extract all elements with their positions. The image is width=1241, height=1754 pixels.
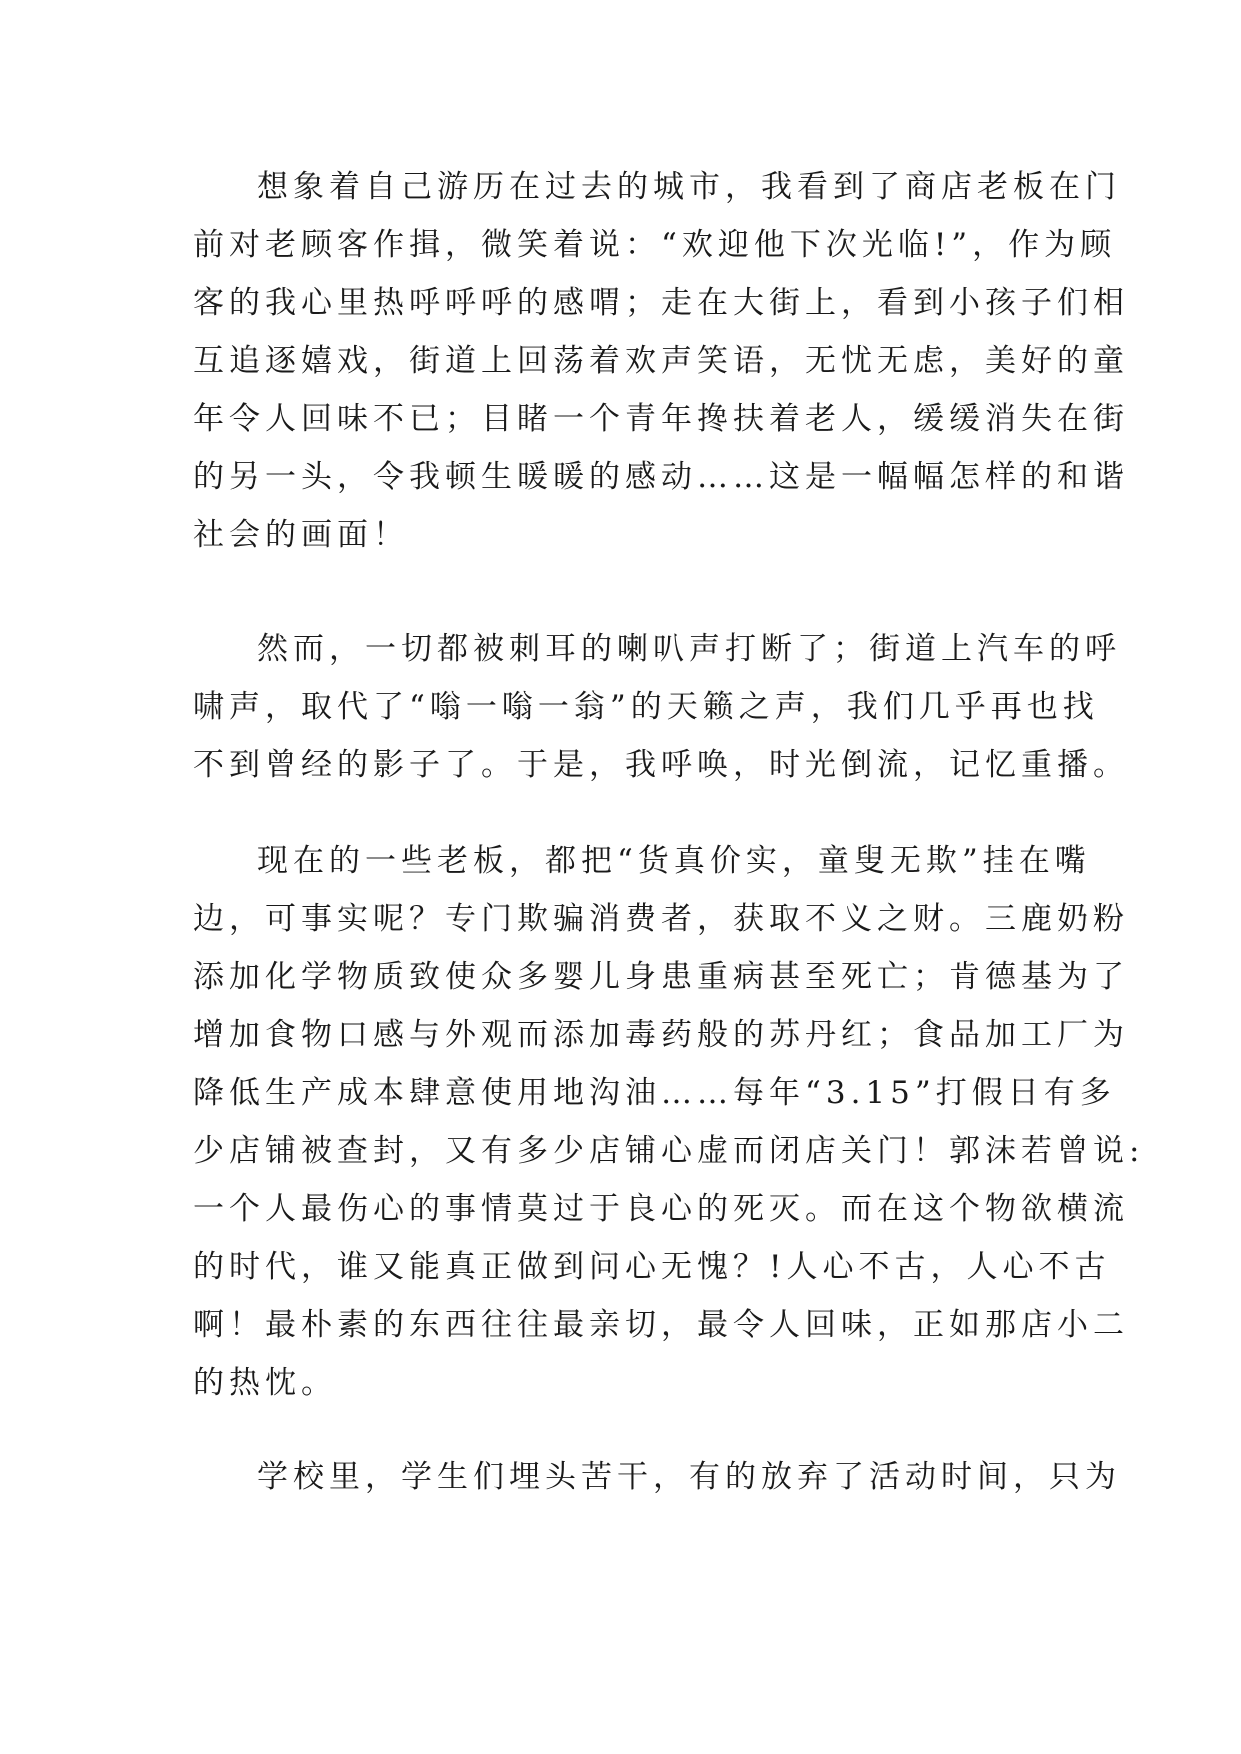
paragraph-1 [193,158,1129,564]
text-line: 少店铺被查封，又有多少店铺心虚而闭店关门！郭沫若曾说: [193,1133,1145,1169]
text-line: 啸声，取代了“嗡一嗡一翁”的天籁之声，我们几乎再也找 [193,689,1099,725]
text-line: 前对老顾客作揖，微笑着说：“欢迎他下次光临!”，作为顾 [193,227,1117,263]
text-line: 社会的画面！ [193,517,409,553]
paragraph-3 [193,832,1145,1412]
text-line: 的时代，谁又能真正做到问心无愧？!人心不古，人心不古 [193,1249,1111,1285]
text-line: 的另一头，令我顿生暖暖的感动……这是一幅幅怎样的和谐 [193,459,1129,495]
text-line: 增加食物口感与外观而添加毒药般的苏丹红；食品加工厂为 [193,1017,1129,1053]
text-line: 年令人回味不已；目睹一个青年搀扶着老人，缓缓消失在街 [193,401,1129,437]
text-line: 客的我心里热呼呼呼的感喟；走在大街上，看到小孩子们相 [193,285,1129,321]
text-line: 啊！最朴素的东西往往最亲切，最令人回味，正如那店小二 [193,1307,1129,1343]
text-line: 不到曾经的影子了。于是，我呼唤，时光倒流，记忆重播。 [193,747,1129,783]
text-line: 添加化学物质致使众多婴儿身患重病甚至死亡；肯德基为了 [193,959,1129,995]
text-line: 想象着自己游历在过去的城市，我看到了商店老板在门 [257,169,1121,205]
text-line: 现在的一些老板，都把“货真价实，童叟无欺”挂在嘴 [257,843,1091,879]
text-line: 学校里，学生们埋头苦干，有的放弃了活动时间，只为 [257,1459,1121,1495]
paragraph-2 [193,620,1129,794]
text-line: 降低生产成本肆意使用地沟油……每年“3.15”打假日有多 [193,1075,1116,1111]
paragraph-4 [193,1448,1121,1506]
text-line: 的热忱。 [193,1365,337,1401]
text-line: 然而，一切都被刺耳的喇叭声打断了；街道上汽车的呼 [257,631,1121,667]
text-line: 互追逐嬉戏，街道上回荡着欢声笑语，无忧无虑，美好的童 [193,343,1129,379]
text-line: 边，可事实呢？专门欺骗消费者，获取不义之财。三鹿奶粉 [193,901,1129,937]
text-line: 一个人最伤心的事情莫过于良心的死灭。而在这个物欲横流 [193,1191,1129,1227]
